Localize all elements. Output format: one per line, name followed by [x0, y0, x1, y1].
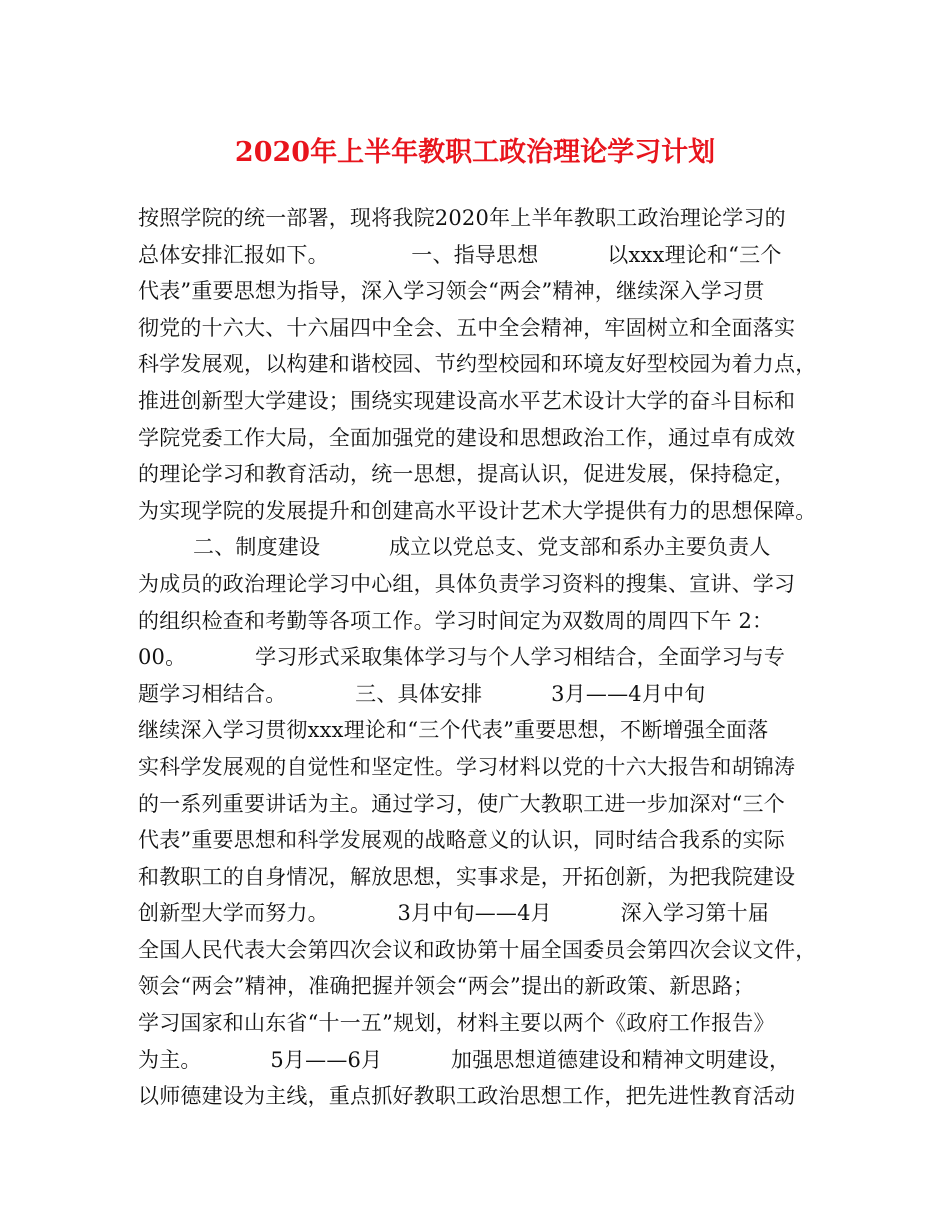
body-line: 彻党的十六大、十六届四中全会、五中全会精神，牢固树立和全面落实	[138, 315, 796, 340]
body-line: 继续深入学习贯彻xxx理论和“三个代表”重要思想，不断增强全面落	[138, 718, 769, 743]
body-line: 全国人民代表大会第四次会议和政协第十届全国委员会第四次会议文件，	[138, 937, 817, 962]
body-line: 为实现学院的发展提升和创建高水平设计艺术大学提供有力的思想保障。	[138, 498, 817, 523]
body-line: 的一系列重要讲话为主。通过学习，使广大教职工进一步加深对“三个	[138, 791, 785, 816]
body-line: 的组织检查和考勤等各项工作。学习时间定为双数周的周四下午 2：	[138, 608, 774, 633]
body-line: 按照学院的统一部署，现将我院2020年上半年教职工政治理论学习的	[138, 206, 786, 230]
body-line: 和教职工的自身情况，解放思想，实事求是，开拓创新，为把我院建设	[138, 864, 796, 889]
body-line: 代表”重要思想为指导，深入学习领会“两会”精神，继续深入学习贯	[138, 279, 765, 304]
body-line: 学习国家和山东省“十一五”规划，材料主要以两个《政府工作报告》	[138, 1011, 775, 1036]
body-line: 总体安排汇报如下。 一、指导思想 以xxx理论和“三个	[138, 242, 782, 267]
body-line: 以师德建设为主线，重点抓好教职工政治思想工作，把先进性教育活动	[138, 1084, 796, 1109]
body-line: 题学习相结合。 三、具体安排 3月——4月中旬	[138, 681, 706, 706]
body-line: 的理论学习和教育活动，统一思想，提高认识，促进发展，保持稳定，	[138, 462, 796, 487]
body-line: 推进创新型大学建设；围绕实现建设高水平艺术设计大学的奋斗目标和	[138, 388, 796, 413]
body-line: 领会“两会”精神，准确把握并领会“两会”提出的新政策、新思路；	[138, 974, 755, 999]
body-line: 学院党委工作大局，全面加强党的建设和思想政治工作，通过卓有成效	[138, 425, 796, 450]
body-line: 为成员的政治理论学习中心组，具体负责学习资料的搜集、宣讲、学习	[138, 571, 796, 596]
body-line: 实科学发展观的自觉性和坚定性。学习材料以党的十六大报告和胡锦涛	[138, 754, 796, 779]
body-line: 二、制度建设 成立以党总支、党支部和系办主要负责人	[138, 535, 771, 560]
body-line: 00。 学习形式采取集体学习与个人学习相结合，全面学习与专	[138, 645, 786, 670]
body-line: 创新型大学而努力。 3月中旬——4月 深入学习第十届	[138, 901, 770, 926]
document-body	[138, 200, 838, 1115]
document-title: 2020年上半年教职工政治理论学习计划	[234, 137, 716, 168]
body-line: 代表”重要思想和科学发展观的战略意义的认识，同时结合我系的实际	[138, 828, 785, 853]
body-line: 为主。 5月——6月 加强思想道德建设和精神文明建设，	[138, 1047, 791, 1072]
body-line: 科学发展观，以构建和谐校园、节约型校园和环境友好型校园为着力点，	[138, 352, 817, 377]
